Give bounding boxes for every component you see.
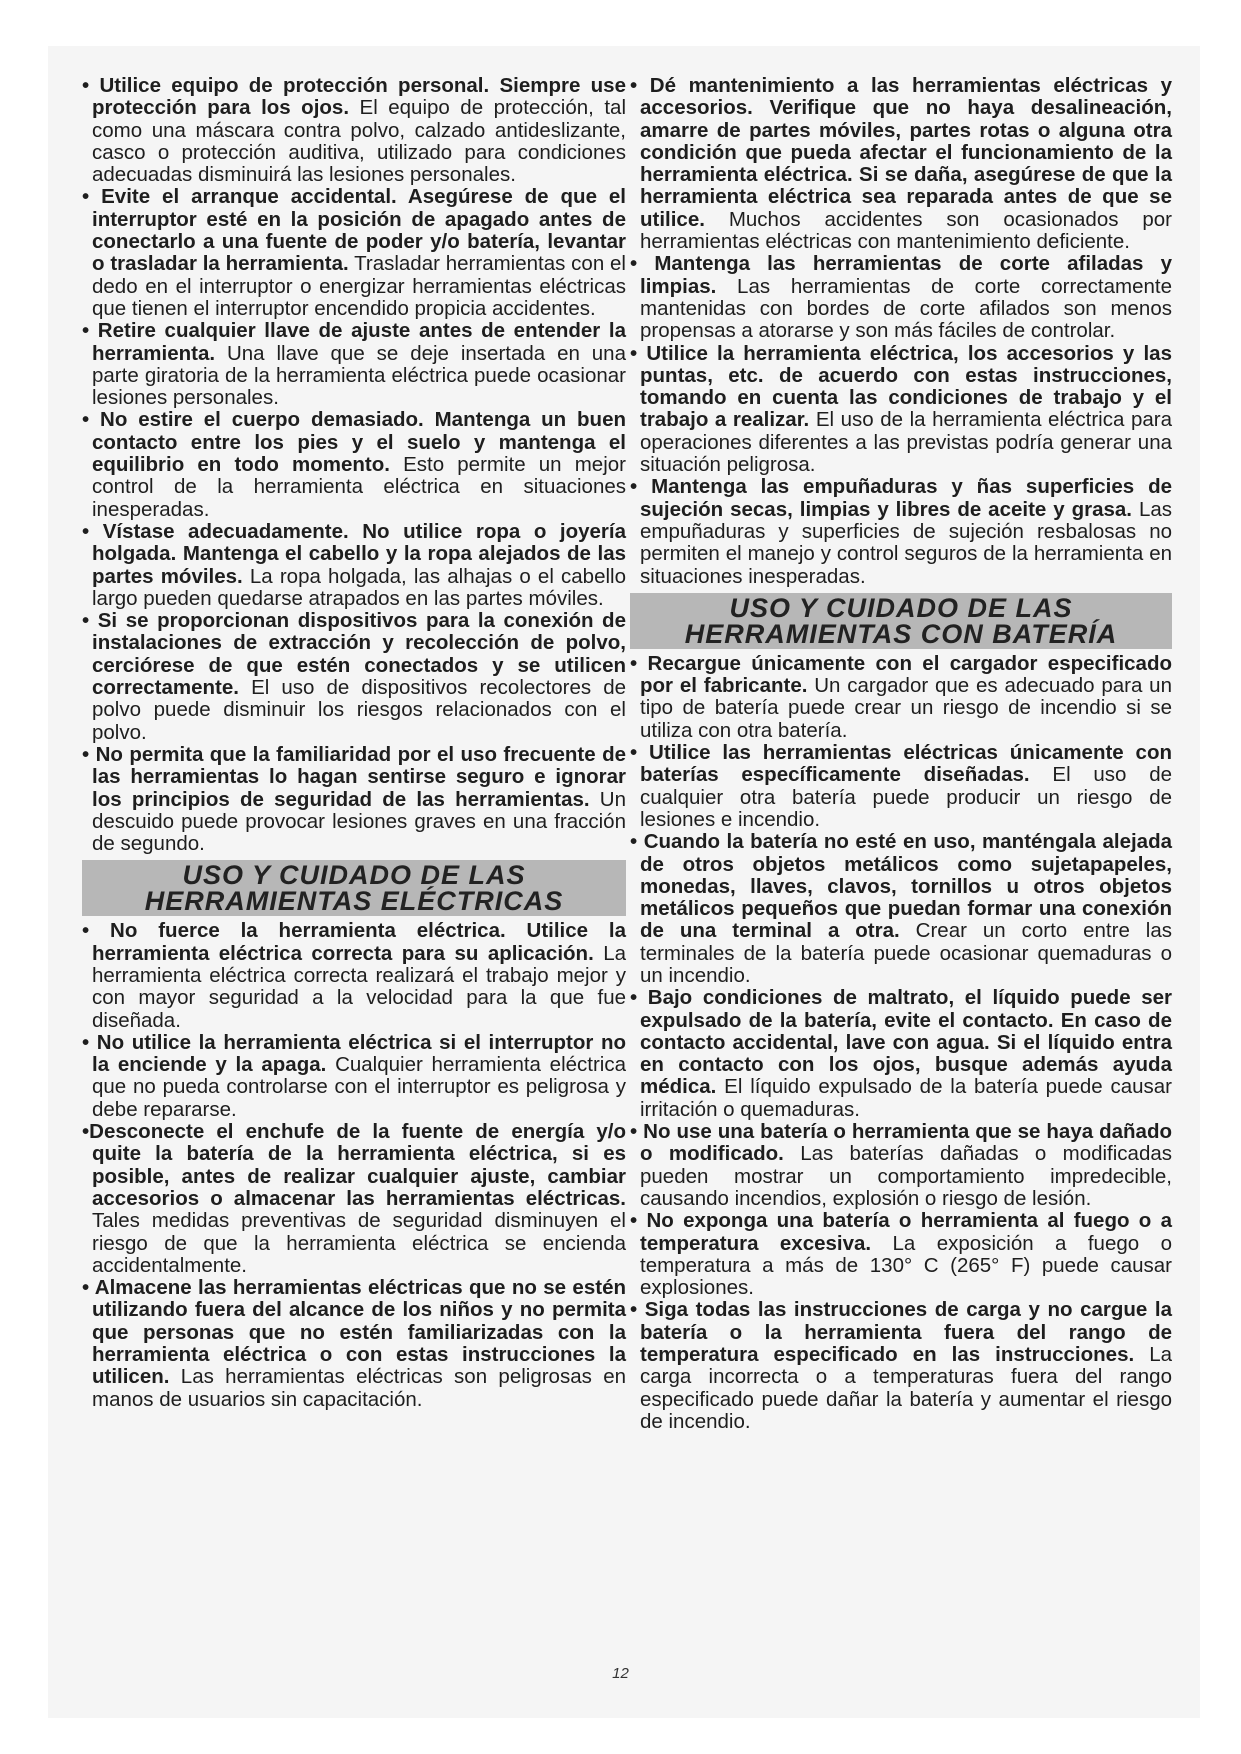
safety-item: • Vístase adecuadamente. No utilice ropa o joyería holgada. Mantenga el cabello y la ropa alejados de las partes móviles. La ropa holgada, las alhajas o el cabello largo pueden quedarse atrapados en las partes móviles. [82, 519, 626, 610]
section-heading-line: USO Y CUIDADO DE LAS [729, 592, 1073, 623]
safety-item: • No fuerce la herramienta eléctrica. Utilice la herramienta eléctrica correcta para su aplicación. La herramienta eléctrica correcta realizará el trabajo mejor y con mayor seguridad a la velocidad para la que fue diseñada. [82, 919, 627, 1032]
safety-item: • No permita que la familiaridad por el uso frecuente de las herramientas lo hagan sentirse seguro e ignorar los principios de seguridad de las herramientas. Un descuido puede provocar lesiones graves en una fracción de segundo. [82, 742, 626, 856]
safety-item: • Dé mantenimiento a las herramientas eléctricas y accesorios. Verifique que no haya desalineación, amarre de partes móviles, partes rotas o alguna otra condición que pueda afectar el funcionamiento de la herramienta eléctrica. Si se daña, asegúrese de que la herramienta eléctrica sea reparada antes de que se utilice. Muchos accidentes son ocasionados por herramientas eléctricas con mantenimiento deficiente. [630, 74, 1172, 254]
safety-item: • Recargue únicamente con el cargador especificado por el fabricante. Un cargador que es adecuado para un tipo de batería puede crear un riesgo de incendio si se utiliza con otra batería. [630, 651, 1172, 742]
section-heading-battery-tools [630, 593, 1172, 649]
page-number: 12 [612, 1665, 629, 1682]
safety-item: • Bajo condiciones de maltrato, el líquido puede ser expulsado de la batería, evite el contacto. En caso de contacto accidental, lave con agua. Si el líquido entra en contacto con los ojos, busque además ayuda médica. El líquido expulsado de la batería puede causar irritación o quemaduras. [630, 986, 1172, 1121]
safety-item: • Utilice la herramienta eléctrica, los accesorios y las puntas, etc. de acuerdo con estas instrucciones, tomando en cuenta las condiciones de trabajo y el trabajo a realizar. El uso de la herramienta eléctrica para operaciones diferentes a las previstas podría generar una situación peligrosa. [630, 341, 1172, 477]
safety-item: • No exponga una batería o herramienta al fuego o a temperatura excesiva. La exposición a fuego o temperatura a más de 130° C (265° F) puede causar explosiones. [630, 1209, 1172, 1300]
section-heading-line: USO Y CUIDADO DE LAS [182, 860, 526, 891]
safety-item: • Utilice las herramientas eléctricas únicamente con baterías específicamente diseñadas. El uso de cualquier otra batería puede producir un riesgo de lesiones e incendio. [630, 741, 1172, 831]
safety-item: • No utilice la herramienta eléctrica si el interruptor no la enciende y la apaga. Cualquier herramienta eléctrica que no pueda controlarse con el interruptor es peligrosa y debe repararse. [82, 1030, 627, 1121]
safety-item: • No use una batería o herramienta que se haya dañado o modificado. Las baterías dañadas o modificadas pueden mostrar un comportamiento impredecible, causando incendios, explosión o riesgo de lesión. [630, 1120, 1173, 1210]
safety-item: • Utilice equipo de protección personal. Siempre use protección para los ojos. El equipo de protección, tal como una máscara contra polvo, calzado antideslizante, casco o protección auditiva, utilizado para condiciones adecuadas disminuirá las lesiones personales. [82, 74, 627, 187]
left-column [82, 75, 626, 1411]
safety-item: • Cuando la batería no esté en uso, manténgala alejada de otros objetos metálicos como sujetapapeles, monedas, llaves, clavos, tornillos u otros objetos metálicos pequeños que puedan formar una conexión de una terminal a otra. Crear un corto entre las terminales de la batería puede ocasionar quemaduras o un incendio. [630, 830, 1172, 987]
safety-item: • Evite el arranque accidental. Asegúrese de que el interruptor esté en la posición de apagado antes de conectarlo a una fuente de poder y/o batería, levantar o trasladar la herramienta. Trasladar herramientas con el dedo en el interruptor o energizar herramientas eléctricas que tienen el interruptor encendido propicia accidentes. [82, 185, 626, 320]
section-heading-electric-tools [82, 860, 626, 916]
safety-item: • Retire cualquier llave de ajuste antes de entender la herramienta. Una llave que se deje insertada en una parte giratoria de la herramienta eléctrica puede ocasionar lesiones personales. [82, 319, 626, 410]
safety-item: • Almacene las herramientas eléctricas que no se estén utilizando fuera del alcance de los niños y no permita que personas que no estén familiarizadas con la herramienta eléctrica o con estas instrucciones la utilicen. Las herramientas eléctricas son peligrosas en manos de usuarios sin capacitación. [82, 1276, 626, 1411]
safety-item: • Si se proporcionan dispositivos para la conexión de instalaciones de extracción y recolección de polvo, cerciórese de que estén conectados y se utilicen correctamente. El uso de dispositivos recolectores de polvo puede disminuir los riesgos relacionados con el polvo. [82, 609, 626, 744]
section-heading-line: HERRAMIENTAS ELÉCTRICAS [144, 886, 564, 917]
safety-item: • Siga todas las instrucciones de carga y no cargue la batería o la herramienta fuera del rango de temperatura especificado en las instrucciones. La carga incorrecta o a temperaturas fuera del rango especificado puede dañar la batería y aumentar el riesgo de incendio. [630, 1298, 1172, 1433]
section-heading-line: HERRAMIENTAS CON BATERÍA [684, 618, 1118, 649]
right-column [630, 75, 1172, 1433]
safety-item: • No estire el cuerpo demasiado. Mantenga un buen contacto entre los pies y el suelo y mantenga el equilibrio en todo momento. Esto permite un mejor control de la herramienta eléctrica en situaciones inesperadas. [82, 408, 626, 521]
safety-item: • Mantenga las herramientas de corte afiladas y limpias. Las herramientas de corte correctamente mantenidas con bordes de corte afilados son menos propensas a atorarse y son más fáciles de controlar. [630, 252, 1172, 343]
safety-item: •Desconecte el enchufe de la fuente de energía y/o quite la batería de la herramienta eléctrica, si es posible, antes de realizar cualquier ajuste, cambiar accesorios o almacenar las herramientas eléctricas. Tales medidas preventivas de seguridad disminuyen el riesgo de que la herramienta eléctrica se encienda accidentalmente. [82, 1120, 626, 1277]
safety-item: • Mantenga las empuñaduras y ñas superficies de sujeción secas, limpias y libres de aceite y grasa. Las empuñaduras y superficies de sujeción resbalosas no permiten el manejo y control seguros de la herramienta en situaciones inesperadas. [630, 475, 1172, 588]
